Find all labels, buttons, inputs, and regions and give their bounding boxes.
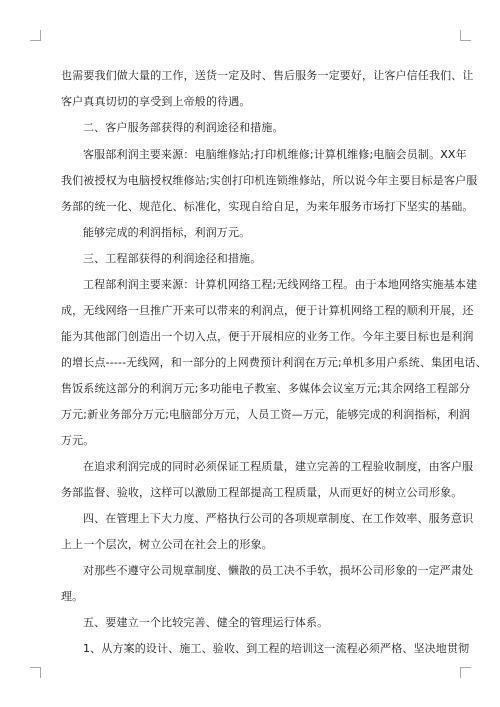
body-text-line: 成，无线网络一旦推广开来可以带来的利润点，便于计算机网络工程的顺利开展，还: [61, 304, 474, 317]
body-text-line: 务部的统一化、规范化、标准化，实现自给自足，为来年服务市场打下坚实的基础。: [61, 200, 474, 213]
body-text-line: 上上一个层次，树立公司在社会上的形象。: [61, 538, 273, 551]
body-text-line: 理。: [61, 590, 84, 603]
body-text-line: 对那些不遵守公司规章制度、懒散的员工决不手软，损坏公司形象的一定严肃处: [83, 564, 474, 577]
body-text-line: 能为其他部门创造出一个切入点，便于开展相应的业务工作。今年主要目标也是利润: [61, 330, 474, 343]
body-text-line: 客服部利润主要来源：电脑维修站;打印机维修;计算机维修;电脑会员制。XX年: [83, 148, 467, 161]
crop-mark-top-right: [460, 30, 471, 41]
section-heading: 三、工程部获得的利润途径和措施。: [83, 252, 262, 265]
body-text-line: 我们被授权为电脑授权维修站;实创打印机连锁维修站，所以说今年主要目标是客户服: [61, 174, 478, 187]
body-text-line: 1、从方案的设计、施工、验收、到工程的培训这一流程必须严格、坚决地贯彻: [83, 642, 470, 655]
body-text-line: 在追求利润完成的同时必须保证工程质量，建立完善的工程验收制度，由客户服: [83, 460, 474, 473]
body-text-line: 的增长点-----无线网，和一部分的上网费预计利润在万元;单机多用户系统、集团电话、: [61, 356, 487, 369]
body-text-line: 售饭系统这部分的利润万元;多功能电子教室、多媒体会议室万元;其余网络工程部分: [61, 382, 471, 395]
body-text-line: 工程部利润主要来源：计算机网络工程;无线网络工程。由于本地网络实施基本建: [83, 278, 478, 291]
body-text-line: 万元;新业务部分万元;电脑部分万元，人员工资—万元，能够完成的利润指标，利润: [61, 408, 471, 421]
body-text-line: 能够完成的利润指标，利润万元。: [83, 226, 251, 239]
body-text-line: 客户真真切切的享受到上帝般的待遇。: [61, 95, 251, 108]
crop-mark-bottom-right: [460, 667, 471, 678]
body-text-line: 务部监督、验收，这样可以激励工程部提高工程质量，从而更好的树立公司形象。: [61, 486, 463, 499]
body-text-line: 万元。: [61, 434, 95, 447]
section-heading: 四、在管理上下大力度、严格执行公司的各项规章制度、在工作效率、服务意识: [83, 512, 474, 525]
body-text-line: 也需要我们做大量的工作，送货一定及时、售后服务一定要好，让客户信任我们、让: [61, 69, 474, 82]
crop-mark-bottom-left: [30, 667, 41, 678]
section-heading: 五、要建立一个比较完善、健全的管理运行体系。: [83, 616, 329, 629]
crop-mark-top-left: [30, 30, 41, 41]
section-heading: 二、客户服务部获得的利润途径和措施。: [83, 121, 284, 134]
